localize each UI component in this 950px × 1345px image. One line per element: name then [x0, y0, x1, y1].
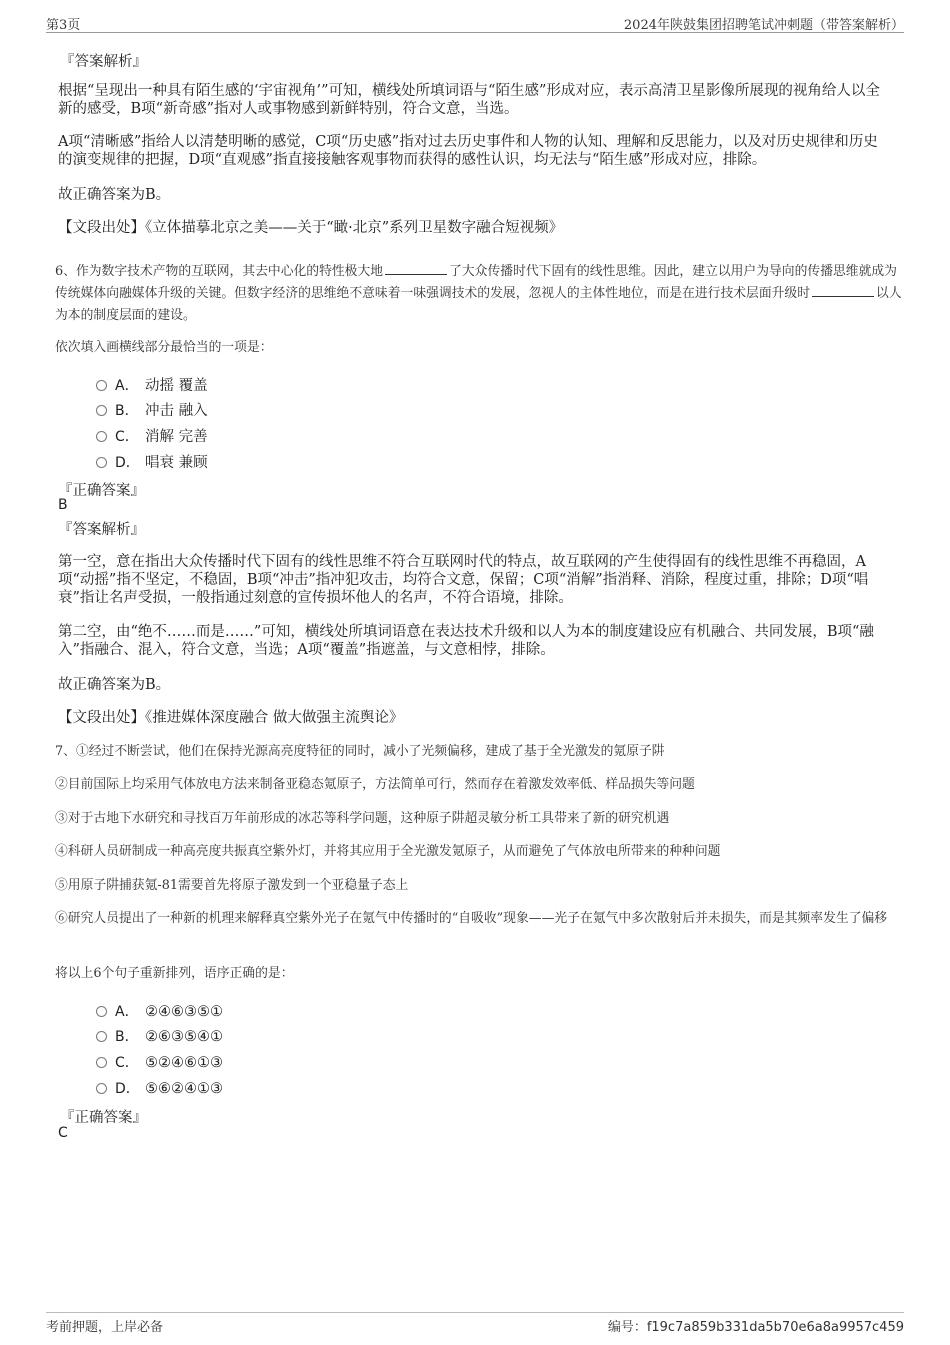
- q7-option-c[interactable]: C． ⑤②④⑥①③: [96, 1052, 223, 1072]
- q5-source: 【文段出处】《立体描摹北京之美——关于“瞰·北京”系列卫星数字融合短视频》: [58, 220, 564, 236]
- radio-icon[interactable]: [96, 405, 107, 416]
- q7-option-a[interactable]: A． ②④⑥③⑤①: [96, 1001, 223, 1021]
- q6-source: 【文段出处】《推进媒体深度融合 做大做强主流舆论》: [58, 710, 404, 726]
- q6-option-c[interactable]: C． 消解 完善: [96, 425, 208, 445]
- radio-icon[interactable]: [96, 1006, 107, 1017]
- q6-answer-label: 『正确答案』: [58, 483, 145, 499]
- q6-blank-2: [812, 284, 874, 297]
- q6-stem-part2: 了大众传播时代下固有的线性思维。因此，建立以用户为导向的传播思维就成为传统媒体向融媒体升级的关键。但数字经济的思维绝不意味着一味强调技术的发展，忽视人的主体性地位，而是在进行技术层面升级时: [55, 264, 897, 301]
- radio-icon[interactable]: [96, 380, 107, 391]
- q5-analysis-p2: A项“清晰感”指给人以清楚明晰的感觉，C项“历史感”指对过去历史事件和人物的认知、理解和反思能力，以及对历史规律和历史的演变规律的把握，D项“直观感”指直接接触客观事物而获得的感性认识，均无法与“陌生感”形成对应，排除。: [58, 134, 878, 168]
- q6-prompt: 依次填入画横线部分最恰当的一项是：: [55, 340, 273, 355]
- document-code: 编号：f19c7a859b331da5b70e6a8a9957c459: [607, 1320, 904, 1335]
- q6-stem-part1: 6、作为数字技术产物的互联网，其去中心化的特性极大地: [55, 264, 384, 279]
- q7-sentence-1: 7、①经过不断尝试，他们在保持光源高亮度特征的同时，减小了光频偏移，建成了基于全光激发的氪原子阱: [55, 744, 665, 759]
- radio-icon[interactable]: [96, 431, 107, 442]
- page-footer: [46, 1312, 904, 1337]
- q5-conclusion: 故正确答案为B。: [58, 187, 171, 203]
- q6-analysis-p2: 第二空，由“绝不……而是……”可知，横线处所填词语意在表达技术升级和以人为本的制度建设应有机融合、共同发展，B项“融入”指融合、混入，符合文意，当选；A项“覆盖”指遮盖，与文意相悖，排除。: [58, 624, 874, 658]
- document-title: 2024年陕鼓集团招聘笔试冲刺题（带答案解析）: [623, 18, 904, 33]
- radio-icon[interactable]: [96, 1057, 107, 1068]
- q7-sentence-4: ④科研人员研制成一种高亮度共振真空紫外灯，并将其应用于全光激发氪原子，从而避免了气体放电所带来的种种问题: [55, 844, 721, 859]
- q7-option-b[interactable]: B． ②⑥③⑤④①: [96, 1026, 223, 1046]
- q6-blank-1: [385, 262, 447, 275]
- q7-answer: C: [58, 1125, 68, 1141]
- q6-stem: [55, 261, 905, 327]
- q6-option-d[interactable]: D． 唱衰 兼顾: [96, 451, 208, 471]
- q6-analysis-label: 『答案解析』: [58, 522, 145, 538]
- q5-analysis-label: 『答案解析』: [60, 54, 147, 70]
- page-number: 第3页: [46, 18, 81, 33]
- q6-analysis-p1: 第一空，意在指出大众传播时代下固有的线性思维不符合互联网时代的特点，故互联网的产生使得固有的线性思维不再稳固，A项“动摇”指不坚定，不稳固，B项“冲击”指冲犯攻击，均符合文意，保留；C项“消解”指消释、消除，程度过重，排除；D项“唱衰”指让名声受损，一般指通过刻意的宣传损坏他人的名声，不符合语境，排除。: [58, 554, 869, 606]
- q6-option-a[interactable]: A． 动摇 覆盖: [96, 374, 208, 394]
- q6-option-b[interactable]: B． 冲击 融入: [96, 399, 208, 419]
- q7-prompt: 将以上6个句子重新排列，语序正确的是：: [55, 966, 294, 981]
- q6-conclusion: 故正确答案为B。: [58, 677, 171, 693]
- footer-motto: 考前押题，上岸必备: [46, 1320, 164, 1335]
- q6-answer: B: [58, 497, 68, 513]
- q6-stem-part3: 以人为本的制度层面的建设。: [55, 286, 902, 323]
- radio-icon[interactable]: [96, 1031, 107, 1042]
- page-header: [46, 12, 904, 33]
- q7-option-d[interactable]: D． ⑤⑥②④①③: [96, 1078, 223, 1098]
- q7-sentence-2: ②目前国际上均采用气体放电方法来制备亚稳态氪原子，方法简单可行，然而存在着激发效率低、样品损失等问题: [55, 777, 695, 792]
- q5-analysis-p1: 根据“呈现出一种具有陌生感的‘宇宙视角’”可知，横线处所填词语与“陌生感”形成对应，表示高清卫星影像所展现的视角给人以全新的感受，B项“新奇感”指对人或事物感到新鲜特别，符合文意，当选。: [58, 83, 880, 117]
- radio-icon[interactable]: [96, 1083, 107, 1094]
- q7-sentence-5: ⑤用原子阱捕获氪-81需要首先将原子激发到一个亚稳量子态上: [55, 878, 409, 893]
- q7-sentence-3: ③对于古地下水研究和寻找百万年前形成的冰芯等科学问题，这种原子阱超灵敏分析工具带来了新的研究机遇: [55, 811, 670, 826]
- q7-sentence-6: ⑥研究人员提出了一种新的机理来解释真空紫外光子在氪气中传播时的“自吸收”现象——光子在氪气中多次散射后并未损失，而是其频率发生了偏移: [55, 911, 888, 926]
- radio-icon[interactable]: [96, 457, 107, 468]
- q7-answer-label: 『正确答案』: [60, 1110, 147, 1126]
